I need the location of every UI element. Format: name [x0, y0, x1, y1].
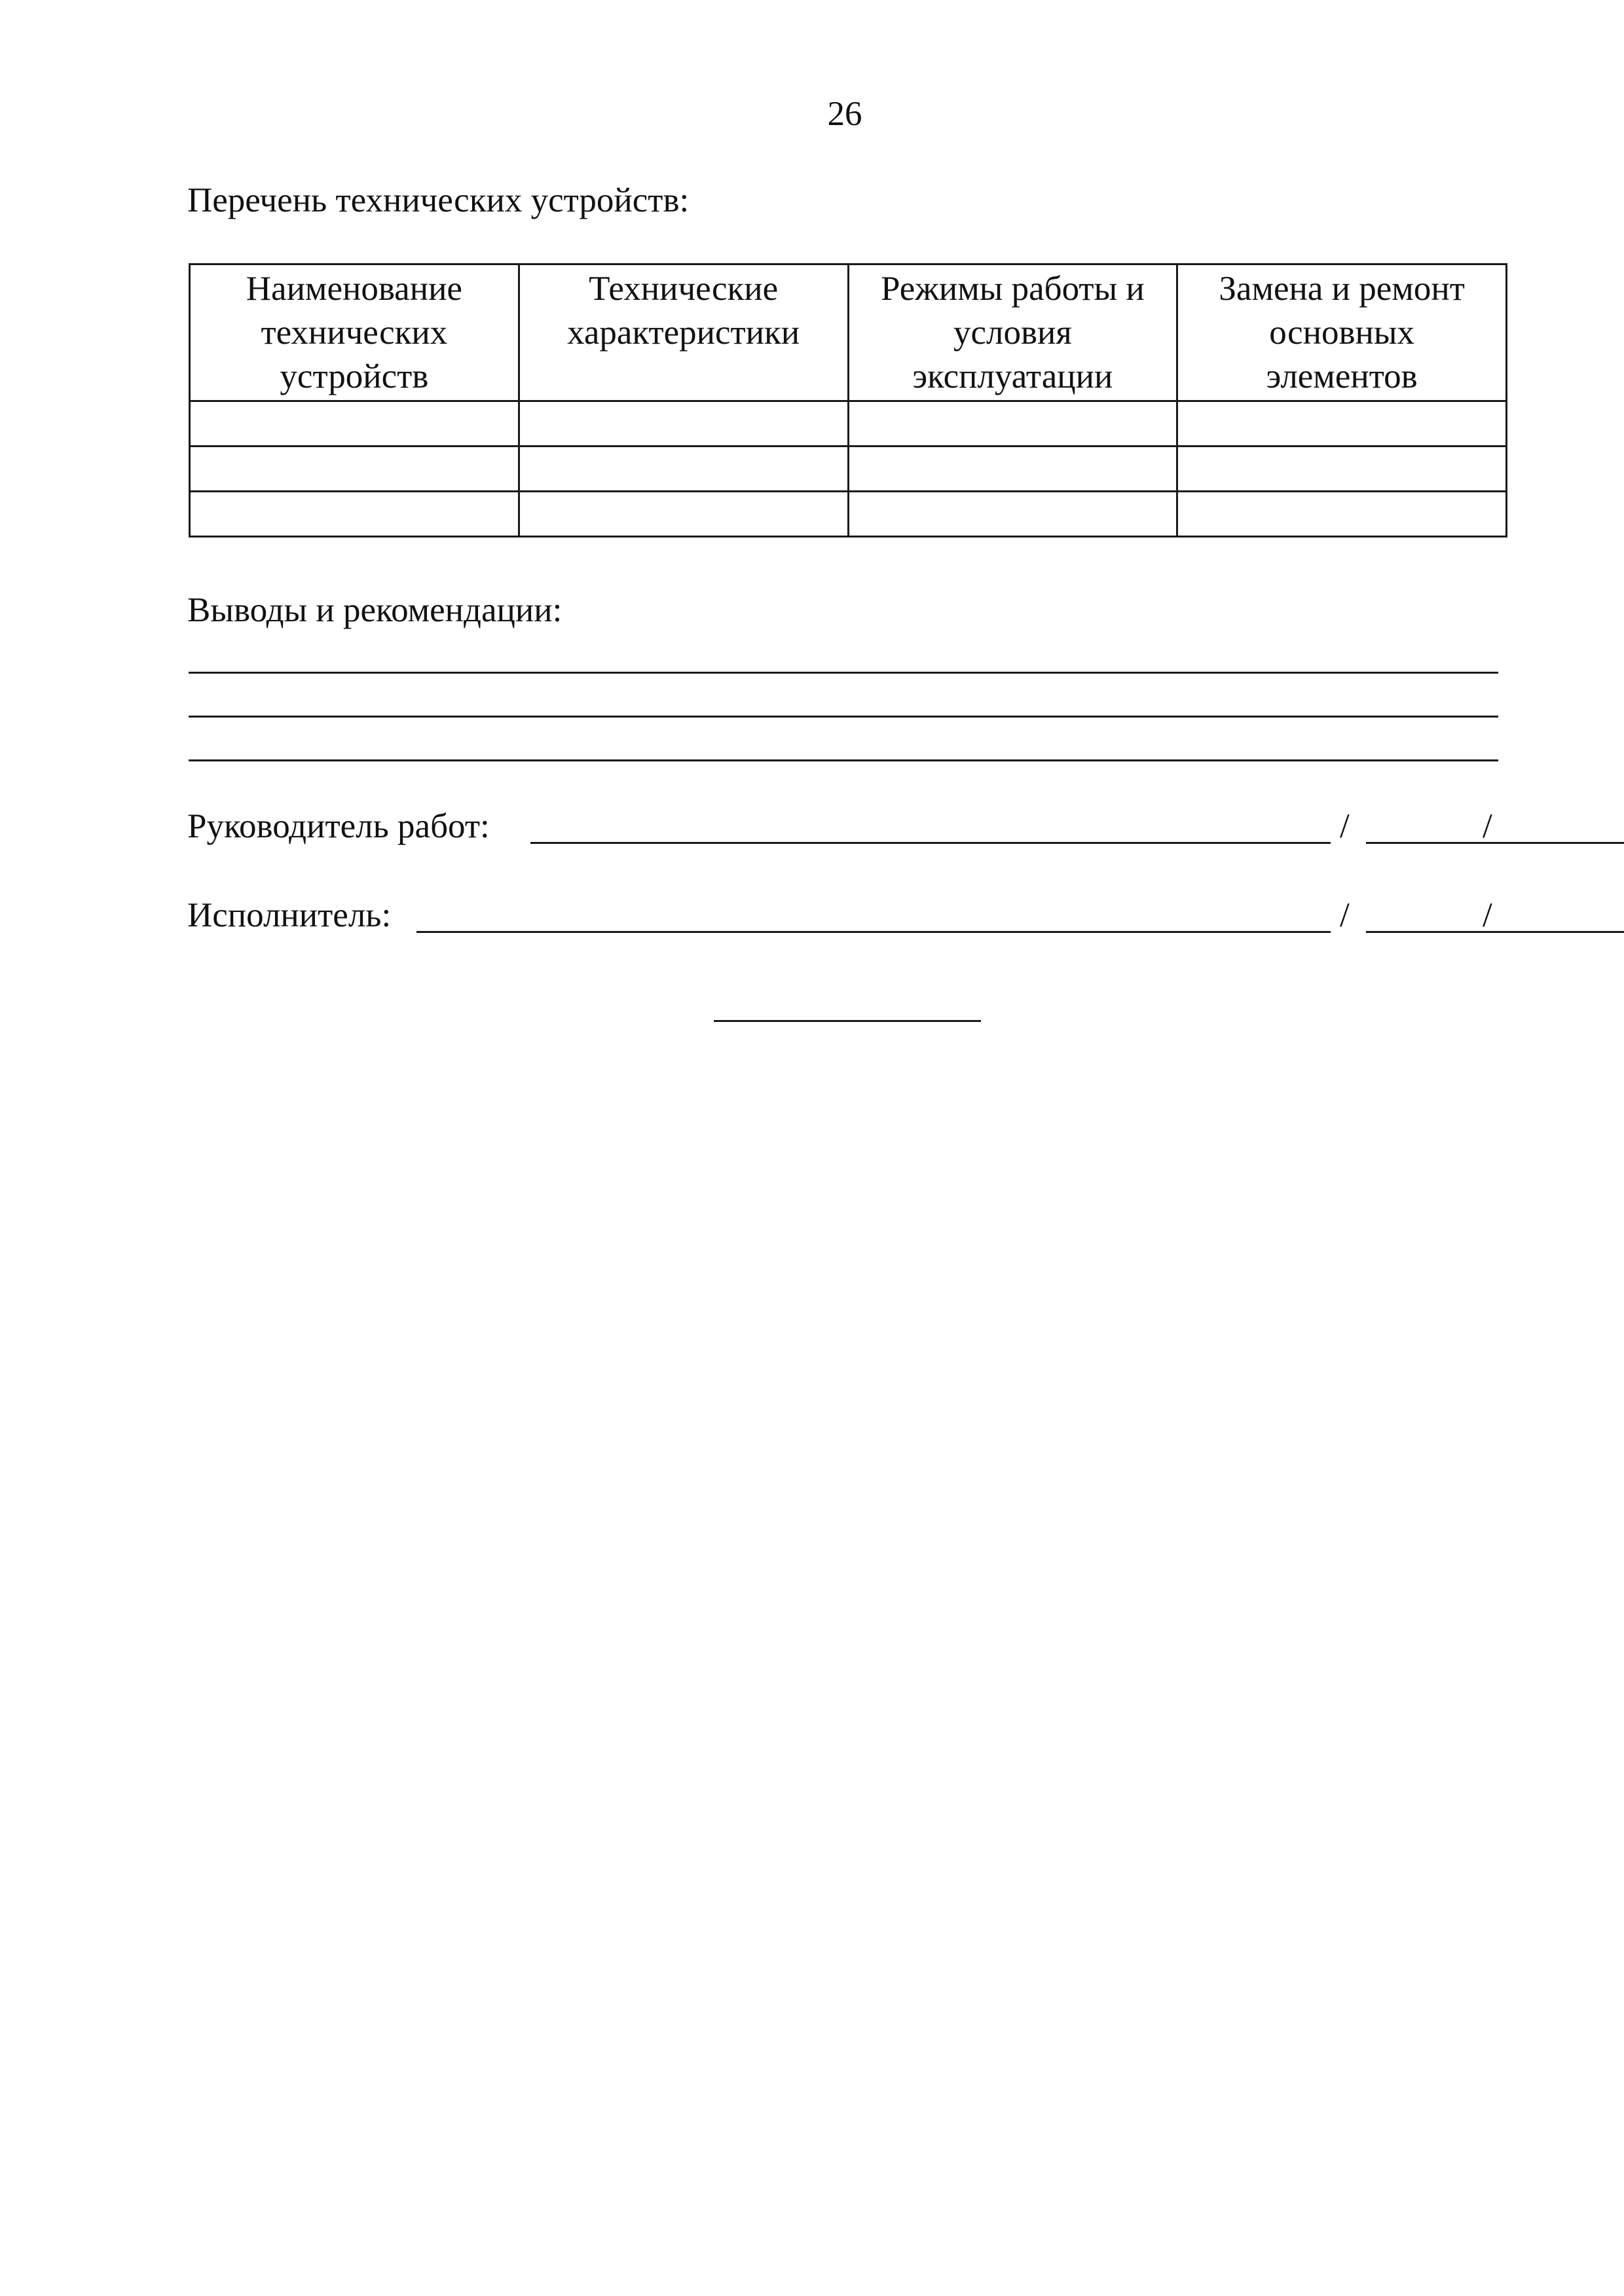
header-device-name: [190, 264, 519, 401]
header-line: условия: [953, 313, 1072, 352]
table-header-row: [190, 264, 1507, 401]
table-cell[interactable]: [1177, 401, 1507, 446]
slash-separator: /: [1483, 807, 1492, 845]
closing-separator-line: [714, 1020, 981, 1022]
table-cell[interactable]: [190, 401, 519, 446]
executor-signature-row: [187, 898, 1505, 938]
head-name-blank[interactable]: [1366, 842, 1624, 844]
head-signature-blank[interactable]: [530, 842, 1331, 844]
slash-separator: /: [1340, 807, 1350, 845]
slash-separator: /: [1340, 896, 1350, 934]
conclusions-line[interactable]: [189, 759, 1498, 761]
header-line: эксплуатации: [912, 357, 1113, 395]
header-line: Режимы работы и: [880, 269, 1145, 308]
slash-separator: /: [1483, 896, 1492, 934]
table-cell[interactable]: [519, 401, 848, 446]
table-cell[interactable]: [1177, 446, 1507, 492]
header-line: характеристики: [567, 313, 800, 352]
devices-table: [189, 263, 1507, 538]
table-cell[interactable]: [519, 446, 848, 492]
executor-label: Исполнитель:: [187, 896, 392, 934]
head-of-works-label: Руководитель работ:: [187, 807, 490, 845]
table-row: [190, 492, 1507, 537]
header-line: устройств: [280, 357, 429, 395]
table-cell[interactable]: [848, 492, 1177, 537]
conclusions-heading: Выводы и рекомендации:: [187, 591, 563, 629]
header-line: Наименование: [246, 269, 462, 308]
table-cell[interactable]: [190, 492, 519, 537]
table-row: [190, 446, 1507, 492]
executor-signature-blank[interactable]: [416, 931, 1331, 933]
table-row: [190, 401, 1507, 446]
table-cell[interactable]: [848, 446, 1177, 492]
table-cell[interactable]: [1177, 492, 1507, 537]
header-specifications: [519, 264, 848, 401]
header-line: элементов: [1266, 357, 1418, 395]
table-cell[interactable]: [190, 446, 519, 492]
page-number: 26: [827, 95, 862, 133]
table-cell[interactable]: [519, 492, 848, 537]
table-cell[interactable]: [848, 401, 1177, 446]
header-line: Замена и ремонт: [1219, 269, 1465, 308]
head-of-works-signature-row: [187, 809, 1505, 848]
header-line: технических: [261, 313, 448, 352]
executor-name-blank[interactable]: [1366, 931, 1624, 933]
header-replacement-repair: [1177, 264, 1507, 401]
header-line-spacer: [520, 355, 847, 399]
conclusions-line[interactable]: [189, 672, 1498, 674]
conclusions-line[interactable]: [189, 716, 1498, 718]
header-line: Технические: [589, 269, 779, 308]
header-line: основных: [1269, 313, 1414, 352]
devices-list-heading: Перечень технических устройств:: [187, 181, 690, 219]
header-operating-modes: [848, 264, 1177, 401]
